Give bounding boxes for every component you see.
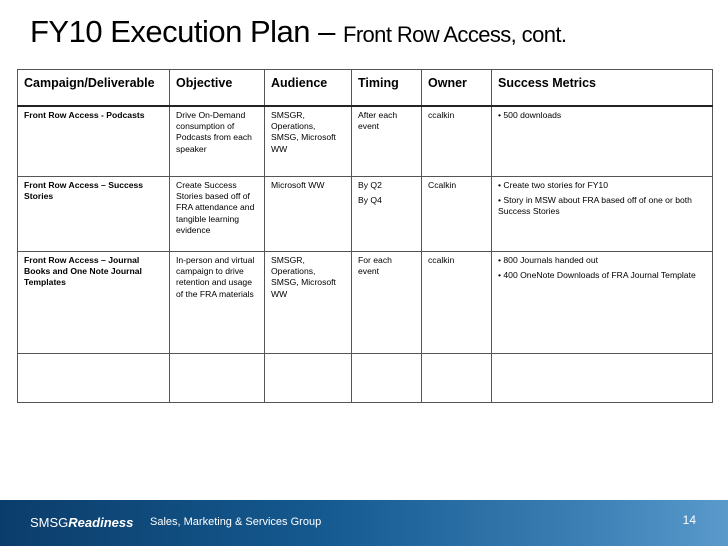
metric-bullet: • 800 Journals handed out	[498, 254, 599, 265]
brand-logo	[30, 515, 133, 530]
slide-title	[30, 14, 566, 50]
timing-line: For each event	[358, 254, 392, 276]
cell-empty	[170, 353, 265, 402]
table-row	[18, 106, 713, 177]
metric-bullet: • Create two stories for FY10	[498, 179, 608, 190]
header-audience: Audience	[265, 70, 352, 106]
cell-owner: Ccalkin	[422, 176, 492, 251]
cell-timing	[352, 106, 422, 177]
header-owner: Owner	[422, 70, 492, 106]
cell-audience: SMSGR, Operations, SMSG, Microsoft WW	[265, 251, 352, 353]
cell-campaign: Front Row Access – Success Stories	[18, 176, 170, 251]
footer-bar	[0, 500, 728, 546]
brand-prefix: SMSG	[30, 515, 69, 530]
brand-strong: Readiness	[68, 515, 134, 530]
timing-line: After each event	[358, 109, 398, 131]
timing-line: By Q4	[358, 194, 382, 205]
slide-title-main: FY10 Execution Plan –	[30, 14, 343, 49]
cell-empty	[18, 353, 170, 402]
metric-bullet: • Story in MSW about FRA based off of one or both Success Stories	[498, 194, 692, 217]
timing-line: By Q2	[358, 179, 382, 190]
metric-bullet: • 400 OneNote Downloads of FRA Journal Template	[498, 269, 696, 280]
header-timing: Timing	[352, 70, 422, 106]
cell-objective: Create Success Stories based off of FRA attendance and tangible learning evidence	[170, 176, 265, 251]
cell-owner: ccalkin	[422, 251, 492, 353]
cell-timing	[352, 176, 422, 251]
cell-empty	[352, 353, 422, 402]
table-header-row	[18, 70, 713, 106]
cell-audience: SMSGR, Operations, SMSG, Microsoft WW	[265, 106, 352, 177]
cell-empty	[265, 353, 352, 402]
header-success-metrics: Success Metrics	[492, 70, 713, 106]
metric-bullet: • 500 downloads	[498, 109, 562, 120]
table-row	[18, 251, 713, 353]
slide-title-sub: Front Row Access, cont.	[342, 22, 567, 47]
table-row	[18, 176, 713, 251]
cell-campaign: Front Row Access - Podcasts	[18, 106, 170, 177]
cell-campaign: Front Row Access – Journal Books and One Note Journal Templates	[18, 251, 170, 353]
cell-success-metrics	[492, 106, 713, 177]
cell-objective: In-person and virtual campaign to drive retention and usage of the FRA materials	[170, 251, 265, 353]
page-number: 14	[682, 513, 696, 527]
cell-objective: Drive On-Demand consumption of Podcasts from each speaker	[170, 106, 265, 177]
cell-audience: Microsoft WW	[265, 176, 352, 251]
cell-empty	[422, 353, 492, 402]
cell-timing	[352, 251, 422, 353]
footer-tagline: Sales, Marketing & Services Group	[150, 516, 322, 528]
cell-success-metrics	[492, 176, 713, 251]
header-objective: Objective	[170, 70, 265, 106]
cell-empty	[492, 353, 713, 402]
execution-plan-table	[17, 69, 713, 403]
cell-owner: ccalkin	[422, 106, 492, 177]
table-row-empty	[18, 353, 713, 402]
header-campaign: Campaign/Deliverable	[18, 70, 170, 106]
cell-success-metrics	[492, 251, 713, 353]
